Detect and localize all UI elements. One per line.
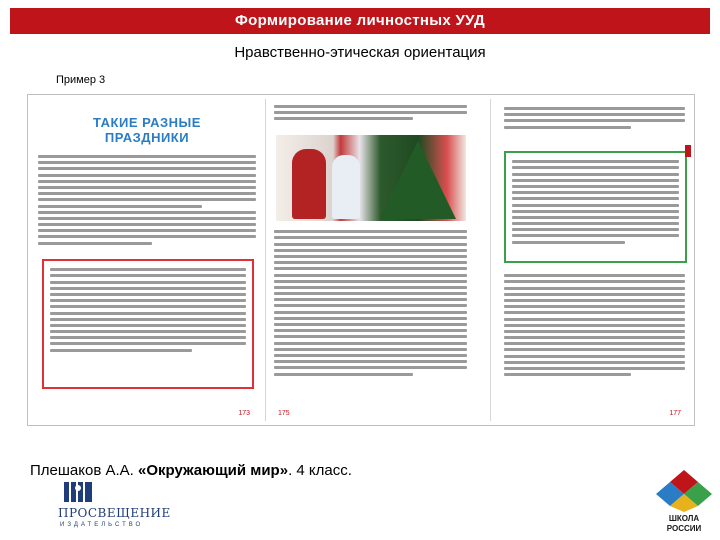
logo-word-2: РОССИИ: [666, 524, 702, 533]
header-bar: [10, 8, 710, 34]
page-number-middle: 175: [278, 410, 290, 417]
page-number-left: 173: [238, 410, 250, 417]
book-title-line-2: ПРАЗДНИКИ: [104, 130, 190, 145]
slide-title: Формирование личностных УУД: [235, 12, 485, 29]
publisher-emblem-icon: [63, 480, 93, 504]
christmas-tree-figure: [380, 141, 456, 219]
book-title-line-1: ТАКИЕ РАЗНЫЕ: [93, 115, 201, 130]
page-divider: [490, 99, 491, 421]
body-text-block: [32, 155, 262, 245]
logo-word-1: ШКОЛА: [668, 514, 700, 523]
slide-subtitle: Нравственно-этическая ориентация: [234, 44, 486, 61]
snegurochka-figure: [332, 155, 360, 219]
page-divider: [265, 99, 266, 421]
example-label: Пример 3: [56, 74, 106, 86]
shkola-rossii-emblem-icon: [654, 468, 714, 512]
shkola-rossii-logo: [654, 468, 714, 538]
textbook-citation: [30, 462, 352, 479]
prosveshchenie-logo: [58, 480, 171, 536]
book-title: «Окружающий мир»: [137, 462, 289, 479]
book-page-title: [32, 115, 262, 145]
textbook-spread-image: [27, 94, 695, 426]
new-year-photo: [276, 135, 466, 221]
body-text-block: [268, 227, 473, 376]
publisher-brand: ПРОСВЕЩЕНИЕ: [58, 506, 171, 520]
green-info-frame: [504, 151, 687, 263]
page-side-tab: [685, 145, 691, 157]
textbook-page-left: [32, 99, 262, 421]
holidays-red-frame: [42, 259, 254, 389]
page-number-right: 177: [669, 410, 681, 417]
textbook-page-middle: [268, 99, 473, 421]
grade-label: . 4 класс.: [288, 462, 352, 479]
publisher-sub: ИЗДАТЕЛЬСТВО: [60, 522, 144, 528]
textbook-page-right: [498, 99, 691, 421]
ded-moroz-figure: [292, 149, 326, 219]
author-name: Плешаков А.А.: [30, 462, 134, 479]
body-text-block: [498, 271, 691, 376]
